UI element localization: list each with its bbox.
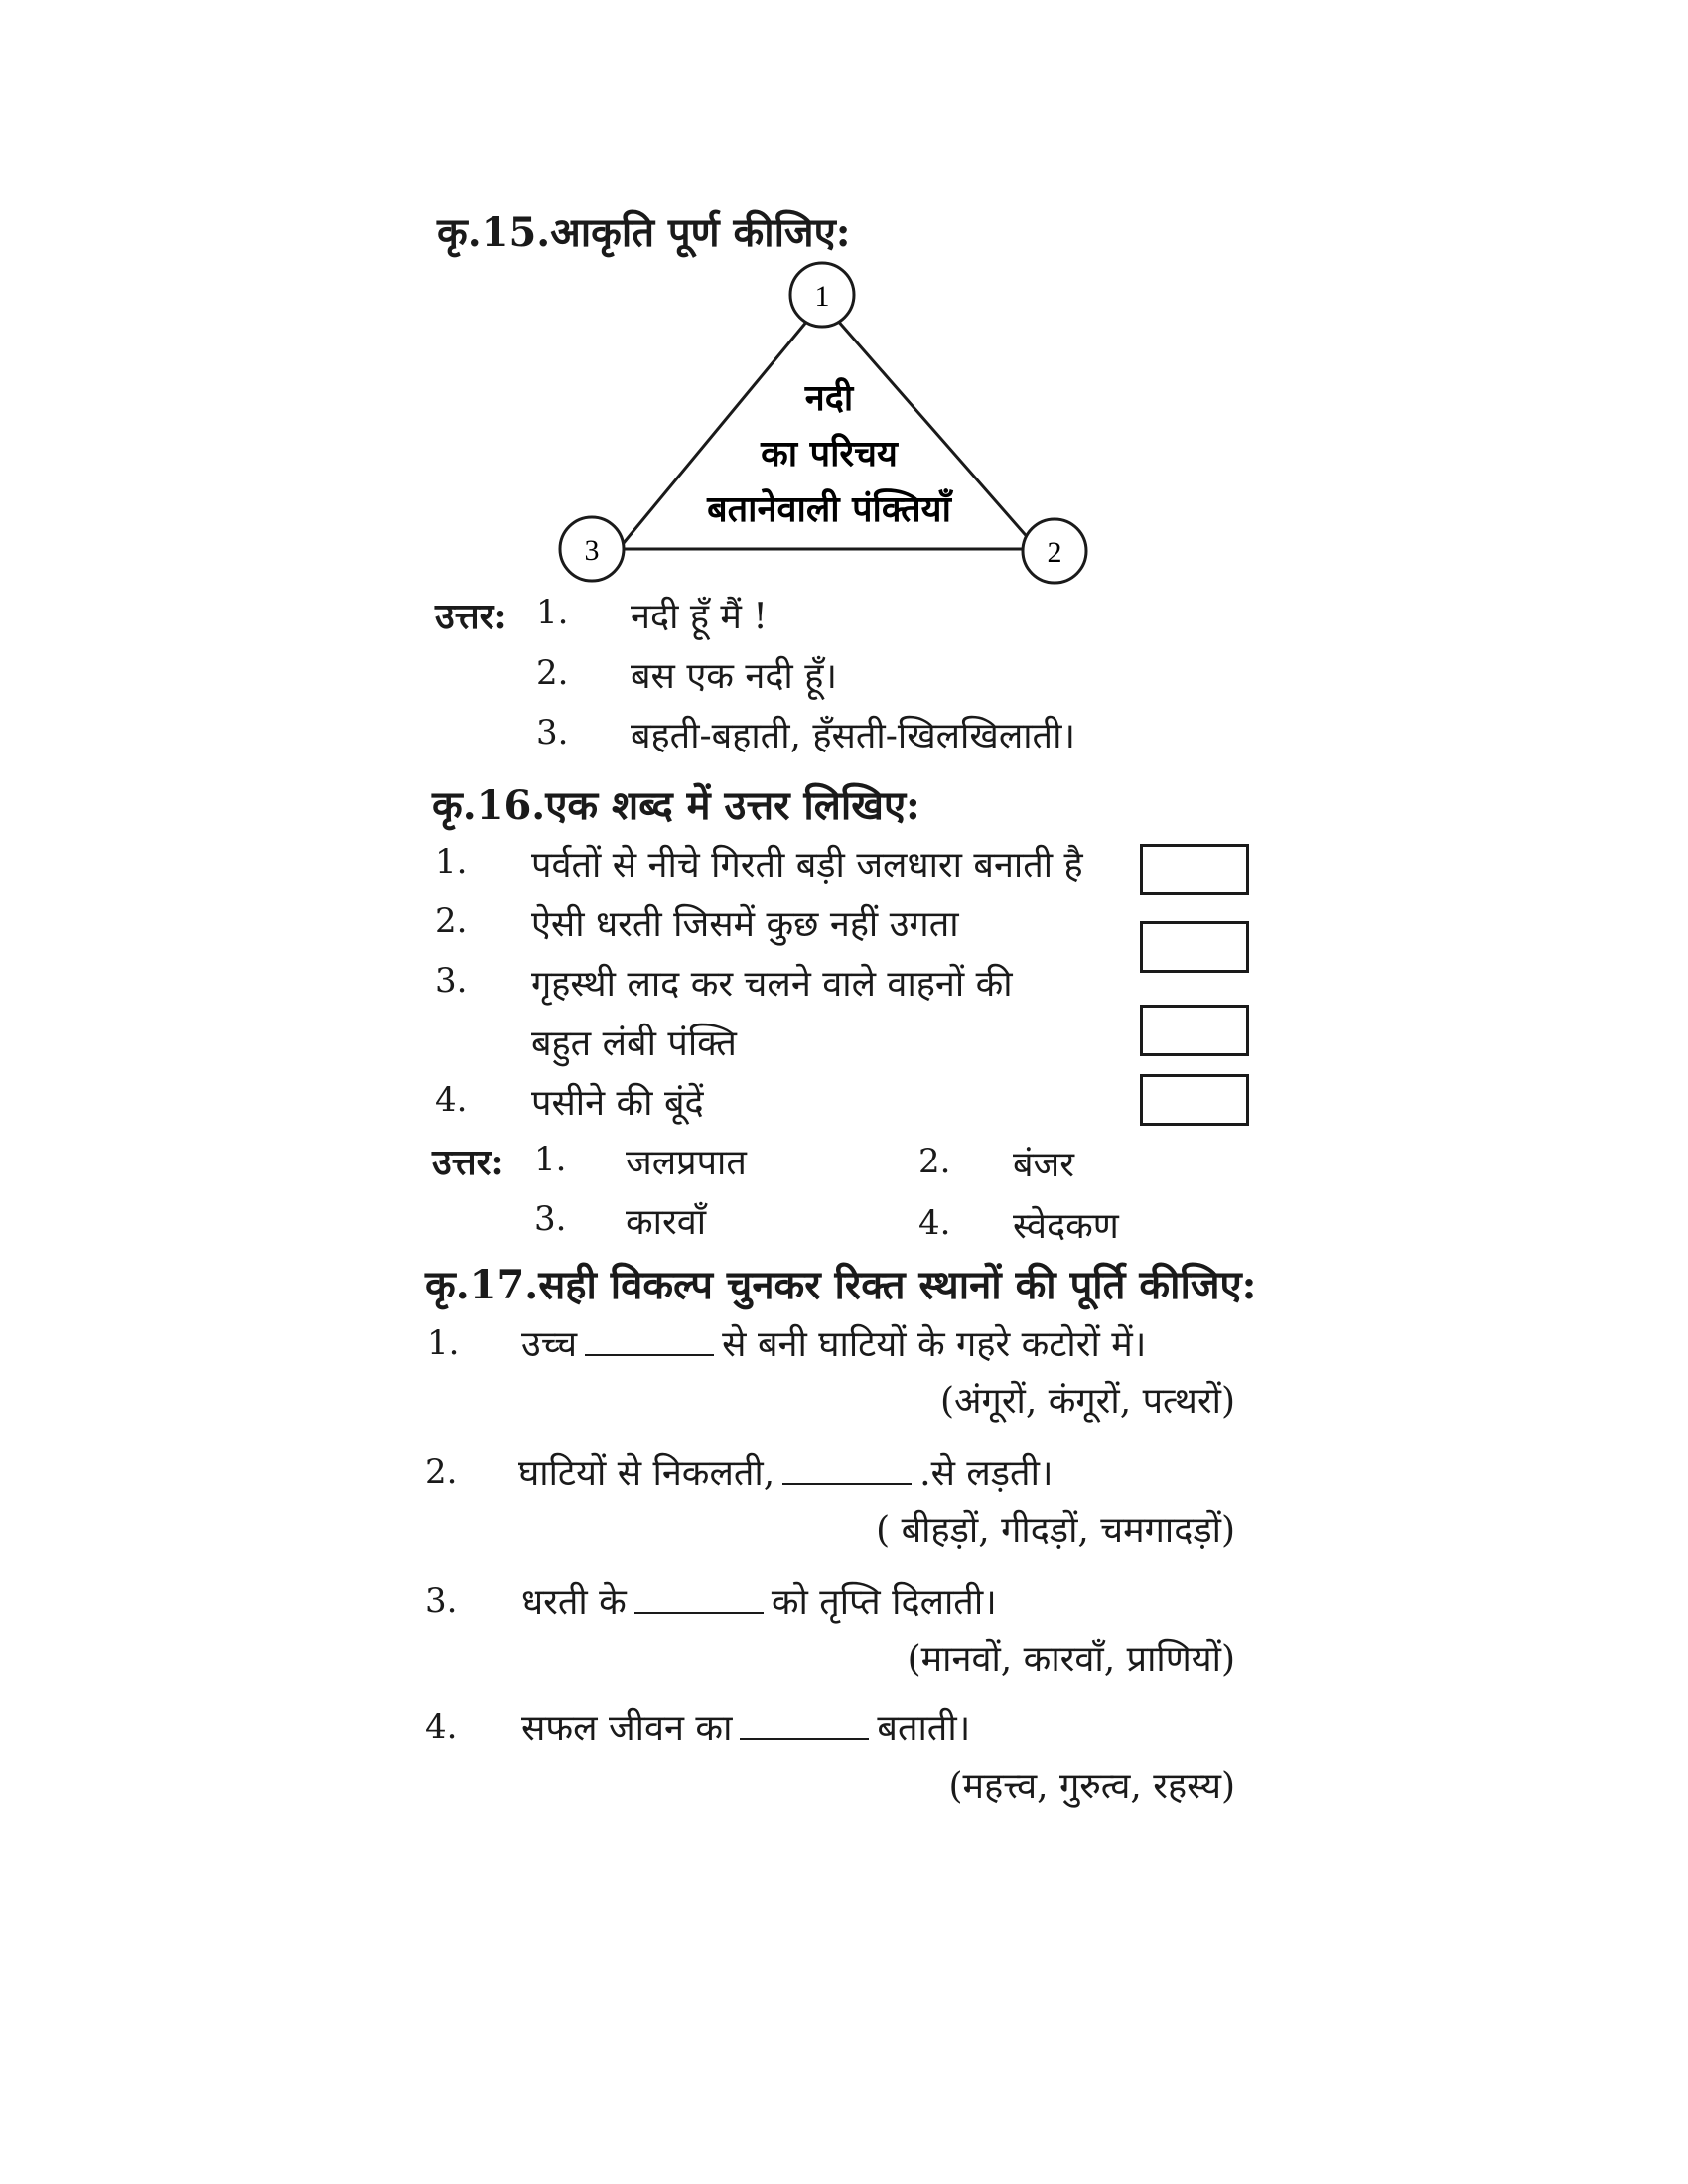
q15-answer-text-1: नदी हूँ मैं !	[631, 597, 768, 637]
q17-item-1-before: उच्च	[521, 1324, 578, 1365]
q16-answer-num-4: 4.	[918, 1203, 951, 1243]
q16-item-num-2: 2.	[435, 901, 468, 941]
q17-item-4-sentence	[521, 1703, 970, 1751]
diagram-center-line-1: नदी	[804, 377, 854, 419]
node-label-2: 2	[1047, 536, 1062, 569]
q16-item-num-4: 4.	[435, 1080, 468, 1120]
q17-item-3-after: को तृप्ति दिलाती।	[771, 1582, 997, 1623]
q15-answer-label: उत्तर:	[435, 596, 507, 637]
q15-answer-num-1: 1.	[536, 593, 569, 632]
q17-blank-1[interactable]	[585, 1353, 714, 1356]
q17-blank-3[interactable]	[634, 1611, 764, 1614]
q15-answer-text-2: बस एक नदी हूँ।	[631, 656, 837, 697]
q17-title: कृ.17.सही विकल्प चुनकर रिक्त स्थानों की पूर्ति कीजिए:	[425, 1262, 1257, 1308]
q17-options-4: (महत्त्व, गुरुत्व, रहस्य)	[948, 1766, 1235, 1807]
node-label-1: 1	[814, 280, 830, 313]
q16-answer-text-3: कारवाँ	[626, 1202, 707, 1243]
q15-answer-num-3: 3.	[536, 713, 569, 752]
node-label-3: 3	[584, 534, 600, 567]
q16-answer-label: उत्तर:	[432, 1142, 504, 1183]
q16-answer-box-1[interactable]	[1140, 844, 1249, 895]
q17-options-1: (अंगूरों, कंगूरों, पत्थरों)	[940, 1381, 1235, 1422]
q17-item-1-after: से बनी घाटियों के गहरे कटोरों में।	[722, 1324, 1147, 1365]
q16-answer-num-1: 1.	[534, 1140, 567, 1179]
q15-answer-num-2: 2.	[536, 653, 569, 693]
q16-answer-box-3[interactable]	[1140, 1005, 1249, 1056]
q17-item-2-sentence	[518, 1447, 1054, 1496]
q17-blank-4[interactable]	[740, 1737, 869, 1740]
q16-answer-text-2: बंजर	[1013, 1145, 1074, 1185]
q17-item-num-1: 1.	[427, 1323, 460, 1363]
q16-answer-text-4: स्वेदकण	[1013, 1206, 1119, 1247]
q17-item-2-before: घाटियों से निकलती,	[518, 1453, 775, 1494]
q17-item-3-before: धरती के	[521, 1582, 627, 1623]
q16-answer-num-2: 2.	[918, 1142, 951, 1181]
q16-answer-box-4[interactable]	[1140, 1074, 1249, 1126]
q17-item-num-3: 3.	[425, 1581, 458, 1621]
q16-item-text-4: पसीने की बूंदें	[531, 1083, 704, 1124]
q16-item-text-2: ऐसी धरती जिसमें कुछ नहीं उगता	[531, 904, 959, 945]
q16-item-text-3a: गृहस्थी लाद कर चलने वाले वाहनों की	[531, 964, 1013, 1005]
q17-item-num-2: 2.	[425, 1452, 458, 1492]
q15-answer-text-3: बहती-बहाती, हँसती-खिलखिलाती।	[631, 716, 1076, 756]
q17-item-2-after: .से लड़ती।	[919, 1453, 1054, 1494]
q17-item-4-before: सफल जीवन का	[521, 1708, 733, 1749]
diagram-center-line-2: का परिचय	[761, 433, 898, 475]
q17-options-2: ( बीहड़ों, गीदड़ों, चमगादड़ों)	[876, 1510, 1235, 1551]
q16-item-text-1: पर्वतों से नीचे गिरती बड़ी जलधारा बनाती है	[531, 845, 1083, 886]
q17-item-3-sentence	[521, 1576, 997, 1625]
q17-item-num-4: 4.	[425, 1707, 458, 1747]
q16-title: कृ.16.एक शब्द में उत्तर लिखिए:	[432, 782, 920, 829]
q16-item-num-1: 1.	[435, 842, 468, 882]
q16-answer-text-1: जलप्रपात	[626, 1143, 747, 1183]
triangle-diagram	[536, 253, 1112, 591]
q17-item-1-sentence	[521, 1318, 1146, 1367]
q16-item-text-3b: बहुत लंबी पंक्ति	[531, 1024, 737, 1064]
q16-answer-num-3: 3.	[534, 1199, 567, 1239]
diagram-center-line-3: बतानेवाली पंक्तियाँ	[707, 488, 951, 530]
q17-blank-2[interactable]	[782, 1482, 912, 1485]
q17-options-3: (मानवों, कारवाँ, प्राणियों)	[907, 1639, 1235, 1680]
q16-answer-box-2[interactable]	[1140, 921, 1249, 973]
q15-title: कृ.15.आकृति पूर्ण कीजिए:	[437, 209, 851, 256]
q16-item-num-3: 3.	[435, 961, 468, 1001]
q17-item-4-after: बताती।	[877, 1708, 971, 1749]
